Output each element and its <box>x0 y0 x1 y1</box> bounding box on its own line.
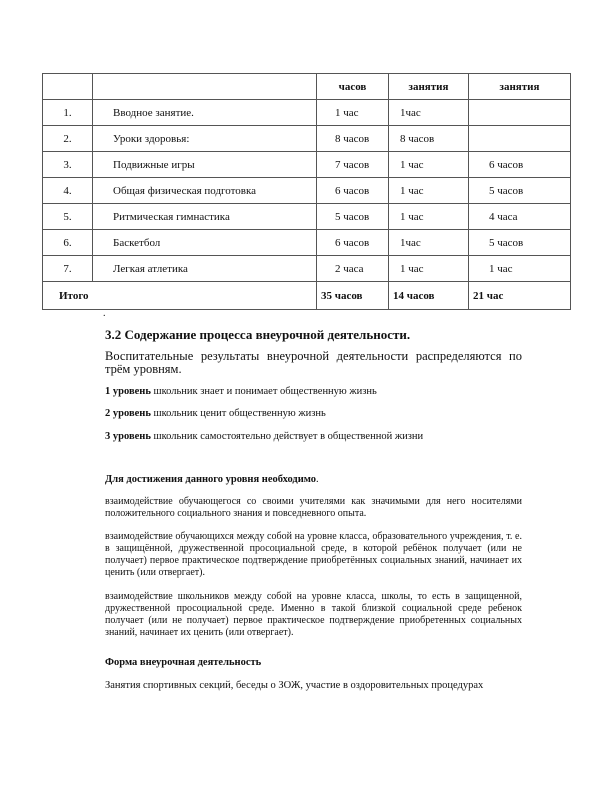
section-heading: 3.2 Содержание процесса внеурочной деятельности. <box>105 327 411 342</box>
row-col2: 1 час <box>389 178 469 204</box>
row-hours: 8 часов <box>317 126 389 152</box>
paragraph-1: взаимодействие обучающегося со своими учителями как значимыми для него носителями положительного социального знания и повседневного опыта. <box>105 496 522 519</box>
total-col2: 14 часов <box>389 282 469 310</box>
level-1 <box>105 386 522 397</box>
row-name: Подвижные игры <box>93 152 317 178</box>
row-col2: 1час <box>389 230 469 256</box>
row-col3: 5 часов <box>469 178 571 204</box>
header-cell-hours: часов <box>317 74 389 100</box>
row-name: Уроки здоровья: <box>93 126 317 152</box>
row-col2: 1 час <box>389 152 469 178</box>
row-col3: 1 час <box>469 256 571 282</box>
row-number: 3. <box>43 152 93 178</box>
level-3 <box>105 431 522 442</box>
row-name: Общая физическая подготовка <box>93 178 317 204</box>
row-hours: 2 часа <box>317 256 389 282</box>
header-cell <box>93 74 317 100</box>
requirement-heading: Для достижения данного уровня необходимо. <box>105 474 319 485</box>
row-name: Баскетбол <box>93 230 317 256</box>
table-total-row <box>43 282 571 310</box>
row-hours: 7 часов <box>317 152 389 178</box>
form-heading: Форма внеурочная деятельность <box>105 657 262 668</box>
level-text: школьник ценит общественную жизнь <box>150 408 326 419</box>
row-number: 4. <box>43 178 93 204</box>
row-name: Вводное занятие. <box>93 100 317 126</box>
total-col3: 21 час <box>469 282 571 310</box>
table-header-row <box>43 74 571 100</box>
level-2 <box>105 408 522 419</box>
program-table <box>42 73 571 310</box>
row-number: 5. <box>43 204 93 230</box>
level-label: 2 уровень <box>105 408 151 419</box>
header-cell-col2: занятия <box>389 74 469 100</box>
header-cell <box>43 74 93 100</box>
table-row <box>43 204 571 230</box>
level-text: школьник знает и понимает общественную жизнь <box>150 386 377 397</box>
row-col3: 5 часов <box>469 230 571 256</box>
intro-paragraph: Воспитательные результаты внеурочной деятельности распределяются по трём уровням. <box>105 349 522 376</box>
stray-dot: . <box>103 308 106 319</box>
row-name: Ритмическая гимнастика <box>93 204 317 230</box>
row-hours: 6 часов <box>317 230 389 256</box>
header-cell-col3: занятия <box>469 74 571 100</box>
row-col3 <box>469 126 571 152</box>
level-label: 1 уровень <box>105 386 151 397</box>
row-number: 1. <box>43 100 93 126</box>
row-col3 <box>469 100 571 126</box>
table-row <box>43 100 571 126</box>
paragraph-2: взаимодействие обучающихся между собой на уровне класса, образовательного учреждения, т. е. в защищённой, дружественной просоциальной среде, в которой ребёнок получает (или не получает) первое практическое подтверждение приобретённых социальных знаний, начинает их ценить (или отвергает). <box>105 531 522 578</box>
paragraph-3: взаимодействие школьников между собой на уровне класса, школы, то есть в защищенной, дружественной просоциальной среде. Именно в такой близкой социальной среде ребенок получает (или не получает) первое практическое подтверждение приобретенных социальных знаний, начинает их ценить (или отвергает). <box>105 591 522 638</box>
row-col2: 8 часов <box>389 126 469 152</box>
row-hours: 1 час <box>317 100 389 126</box>
form-text: Занятия спортивных секций, беседы о ЗОЖ, участие в оздоровительных процедурах <box>105 680 484 691</box>
row-col2: 1 час <box>389 256 469 282</box>
row-col2: 1 час <box>389 204 469 230</box>
level-text: школьник самостоятельно действует в общественной жизни <box>150 431 424 442</box>
total-hours: 35 часов <box>317 282 389 310</box>
row-name: Легкая атлетика <box>93 256 317 282</box>
row-number: 6. <box>43 230 93 256</box>
row-col2: 1час <box>389 100 469 126</box>
row-col3: 6 часов <box>469 152 571 178</box>
table-row <box>43 230 571 256</box>
row-hours: 6 часов <box>317 178 389 204</box>
table-row <box>43 256 571 282</box>
row-col3: 4 часа <box>469 204 571 230</box>
row-hours: 5 часов <box>317 204 389 230</box>
row-number: 2. <box>43 126 93 152</box>
table-row <box>43 178 571 204</box>
level-label: 3 уровень <box>105 431 151 442</box>
row-number: 7. <box>43 256 93 282</box>
table-row <box>43 126 571 152</box>
total-label: Итого <box>43 282 317 310</box>
table-row <box>43 152 571 178</box>
